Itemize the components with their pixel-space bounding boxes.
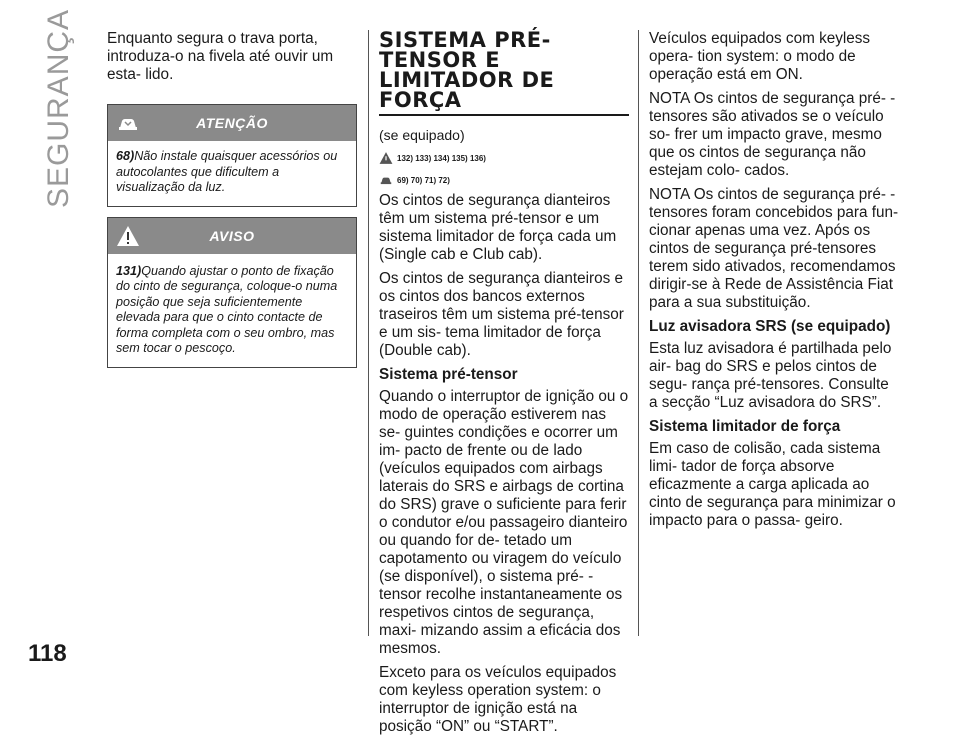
paragraph: Veículos equipados com keyless opera- tion system: o modo de operação está em ON. [649,30,871,83]
column-divider [368,30,369,636]
heading-line: LIMITADOR DE [379,68,555,92]
exclamation-triangle-icon [379,151,393,165]
section-heading [379,30,629,110]
note-paragraph: NOTA Os cintos de segurança pré- -tensores são ativados se o veículo so- frer um impacto grave, mesmo que os cintos de segurança não estejam colo- cados. [649,90,896,179]
section-side-label [40,8,80,208]
attention-header [108,105,356,141]
column-2 [379,30,629,742]
attention-box [107,104,357,207]
column-3 [649,30,899,536]
car-warning-icon [379,173,393,187]
note-paragraph: NOTA Os cintos de segurança pré- -tensores foram concebidos para fun- cionar apenas uma vez. Após os cintos de segurança pré-tensores terem sido ativados, recomendamos dirigir-se à Rede de Assistência Fiat para a sua substituição. [649,186,899,311]
intro-paragraph: Enquanto segura o trava porta, introduza-o na fivela até ouvir um esta- lido. [107,30,334,83]
warning-text: Quando ajustar o ponto de fixação do cinto de segurança, coloque-o numa posição que seja suficientemente elevada para que o cinto contacte de forma completa com o seu ombro, mas sem tocar o pescoço. [116,263,338,355]
column-1 [107,30,357,368]
attention-refs-row [379,170,629,190]
heading-line: FORÇA [379,88,462,112]
paragraph: Esta luz avisadora é partilhada pelo air- bag do SRS e pelos cintos de segu- rança pré-tensores. Consulte a secção “Luz avisadora do SRS”. [649,340,892,411]
warning-refs: 132) 133) 134) 135) 136) [397,153,486,163]
column-divider [638,30,639,636]
attention-body [108,141,356,206]
paragraph: Quando o interruptor de ignição ou o modo de operação estiverem nas se- guintes condições e ocorrer um im- pacto de frente ou de lado (veículos equipados com airbags laterais do SRS e airbags de cortina do SRS) grave o suficiente para ferir o condutor e/ou passageiro dianteiro ou quando for de- tetado um capotamento ou viragem do veículo (se disponível), o sistema pré- -tensor recolhe instantaneamente os respetivos cintos de segurança, maxi- mizando assim a eficácia dos mesmos. [379,388,629,657]
subheading-pretensor: Sistema pré-tensor [379,366,518,383]
heading-rule [379,114,629,116]
paragraph: Em caso de colisão, cada sistema limi- tador de força absorve eficazmente a carga aplicada ao cinto de segurança para minimizar o impacto para o passa- geiro. [649,440,896,529]
heading-line: TENSOR E [379,48,501,72]
paragraph: Os cintos de segurança dianteiros e os cintos dos bancos externos traseiros têm um sistema pré-tensor e um sis- tema limitador de força (Double cab). [379,270,624,359]
warning-header [108,218,356,254]
subheading-srs: Luz avisadora SRS (se equipado) [649,318,891,335]
paragraph: Exceto para os veículos equipados com keyless operation system: o interruptor de ignição está na posição “ON” ou “START”. [379,664,617,735]
warning-body [108,254,356,367]
warning-box [107,217,357,368]
attention-text: Não instale quaisquer acessórios ou autocolantes que dificultem a visualização da luz. [116,149,338,194]
page-number: 118 [28,640,67,667]
subtitle: (se equipado) [379,127,465,143]
attention-title: ATENÇÃO [196,115,268,131]
heading-line: SISTEMA PRÉ- [379,28,551,52]
warning-title: AVISO [209,227,255,244]
attention-refs: 69) 70) 71) 72) [397,175,450,185]
warning-refs-row [379,148,629,168]
warning-ref: 131) [116,263,142,278]
section-title: SEGURANÇA [42,8,75,208]
subheading-limiter: Sistema limitador de força [649,418,841,435]
attention-ref: 68) [116,149,135,163]
paragraph: Os cintos de segurança dianteiros têm um sistema pré-tensor e um sistema limitador de força cada um (Single cab e Club cab). [379,192,617,263]
